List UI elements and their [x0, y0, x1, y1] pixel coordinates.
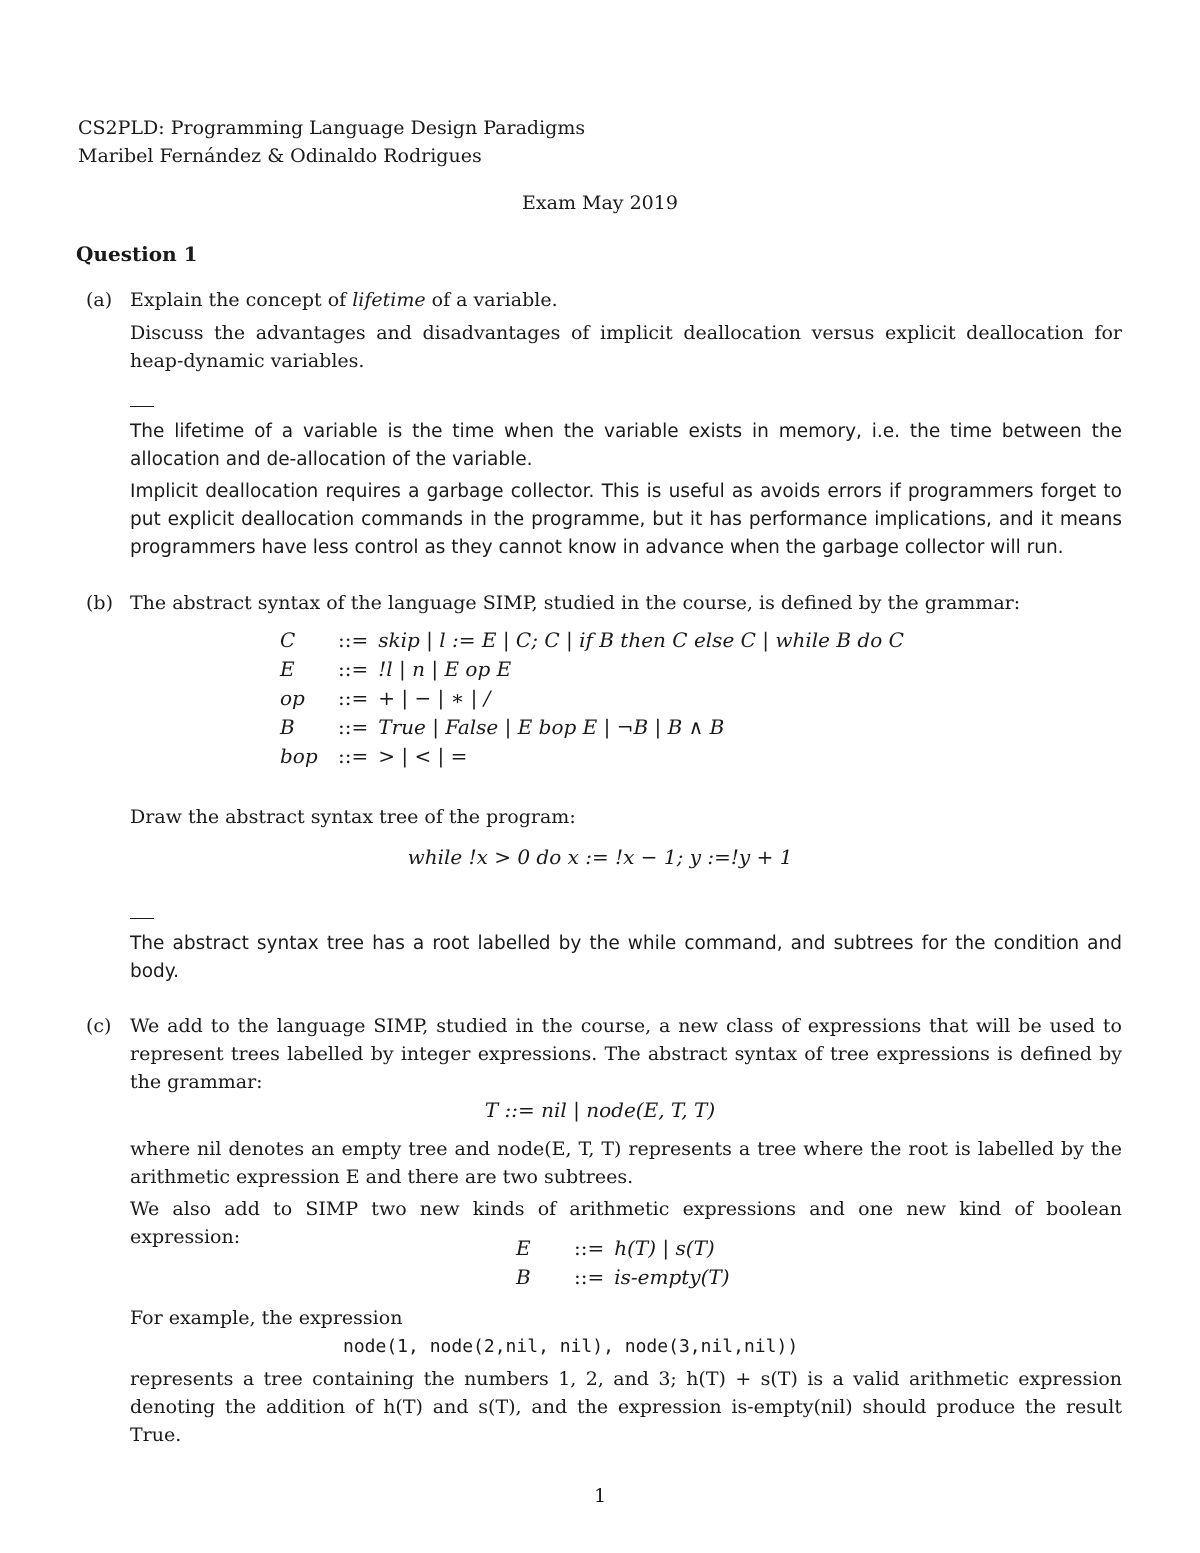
simp-grammar [280, 628, 914, 773]
grammar-op: ::= [574, 1236, 605, 1260]
example-code: node(1, node(2,nil, nil), node(3,nil,nil)) [343, 1336, 799, 1357]
new-expressions-grammar [516, 1236, 740, 1294]
question-heading: Question 1 [76, 242, 198, 266]
part-a-prompt-pre: Explain the concept of [130, 289, 353, 311]
grammar-lhs: bop [280, 744, 318, 768]
example-explanation: represents a tree containing the numbers 1, 2, and 3; h(T) + s(T) is a valid arithmetic expression denoting the addition of h(T) and s(T), and the expression is-empty(nil) should produce the result True. [130, 1368, 1122, 1446]
grammar-rhs: h(T) | s(T) [614, 1236, 715, 1260]
part-a-prompt-post: of a variable. [425, 289, 558, 311]
grammar-lhs: E [280, 657, 295, 681]
part-a-discussion: Discuss the advantages and disadvantages of implicit deallocation versus explicit deallocation for heap-dynamic variables. [130, 322, 1122, 372]
grammar-rule [280, 657, 914, 686]
answer-separator [130, 904, 154, 923]
grammar-rhs: !l | n | E op E [378, 657, 512, 681]
example-intro: For example, the expression [130, 1307, 403, 1329]
grammar-rule [280, 686, 914, 715]
course-title: CS2PLD: Programming Language Design Paradigms [78, 117, 586, 139]
grammar-op: ::= [338, 686, 369, 710]
grammar-op: ::= [338, 628, 369, 652]
grammar-op: ::= [338, 715, 369, 739]
part-a-answer-deallocation: Implicit deallocation requires a garbage collector. This is useful as avoids errors if programmers forget to put explicit deallocation commands in the programme, but it has performance implications, and it means programmers have less control as they cannot know in advance when the garbage collector will run. [130, 481, 1122, 558]
program-expression: while !x > 0 do x := !x − 1; y :=!y + 1 [407, 845, 793, 869]
grammar-rhs: is-empty(T) [614, 1265, 730, 1289]
part-c-also-text: We also add to SIMP two new kinds of arithmetic expressions and one new kind of boolean expression: [130, 1198, 1122, 1248]
grammar-op: ::= [574, 1265, 605, 1289]
part-c-label: (c) [86, 1015, 112, 1037]
grammar-lhs: B [516, 1265, 531, 1289]
grammar-lhs: C [280, 628, 296, 652]
exam-date: Exam May 2019 [522, 192, 678, 214]
grammar-rule [280, 628, 914, 657]
part-a-prompt [130, 286, 558, 314]
tree-grammar: T ::= nil | node(E, T, T) [484, 1098, 716, 1122]
part-b-label: (b) [86, 592, 113, 614]
grammar-lhs: B [280, 715, 295, 739]
part-c-where-text: where nil denotes an empty tree and node(E, T, T) represents a tree where the root is labelled by the arithmetic expression E and there are two subtrees. [130, 1138, 1122, 1188]
grammar-rhs: > | < | = [378, 744, 468, 768]
page-number: 1 [593, 1485, 607, 1507]
part-c-intro: We add to the language SIMP, studied in the course, a new class of expressions that will be used to represent trees labelled by integer expressions. The abstract syntax of tree expressions is defined by the grammar: [130, 1015, 1122, 1093]
answer-separator [130, 392, 154, 411]
grammar-rule [280, 744, 914, 773]
grammar-rhs: skip | l := E | C; C | if B then C else C | while B do C [378, 628, 904, 652]
grammar-rhs: + | − | ∗ | / [378, 686, 491, 710]
part-a-label: (a) [86, 289, 113, 311]
part-a-answer-lifetime: The lifetime of a variable is the time when the variable exists in memory, i.e. the time between the allocation and de-allocation of the variable. [130, 421, 1122, 470]
grammar-op: ::= [338, 744, 369, 768]
grammar-lhs: E [516, 1236, 531, 1260]
authors-line: Maribel Fernández & Odinaldo Rodrigues [78, 145, 482, 167]
grammar-rhs: True | False | E bop E | ¬B | B ∧ B [378, 715, 725, 739]
grammar-op: ::= [338, 657, 369, 681]
part-a-prompt-term: lifetime [352, 289, 426, 311]
grammar-rule [516, 1265, 740, 1294]
part-b-draw-prompt: Draw the abstract syntax tree of the program: [130, 806, 576, 828]
grammar-rule [280, 715, 914, 744]
part-b-intro: The abstract syntax of the language SIMP, studied in the course, is defined by the grammar: [130, 592, 1021, 614]
grammar-rule [516, 1236, 740, 1265]
part-b-answer: The abstract syntax tree has a root labelled by the while command, and subtrees for the condition and body. [130, 933, 1122, 982]
grammar-lhs: op [280, 686, 305, 710]
